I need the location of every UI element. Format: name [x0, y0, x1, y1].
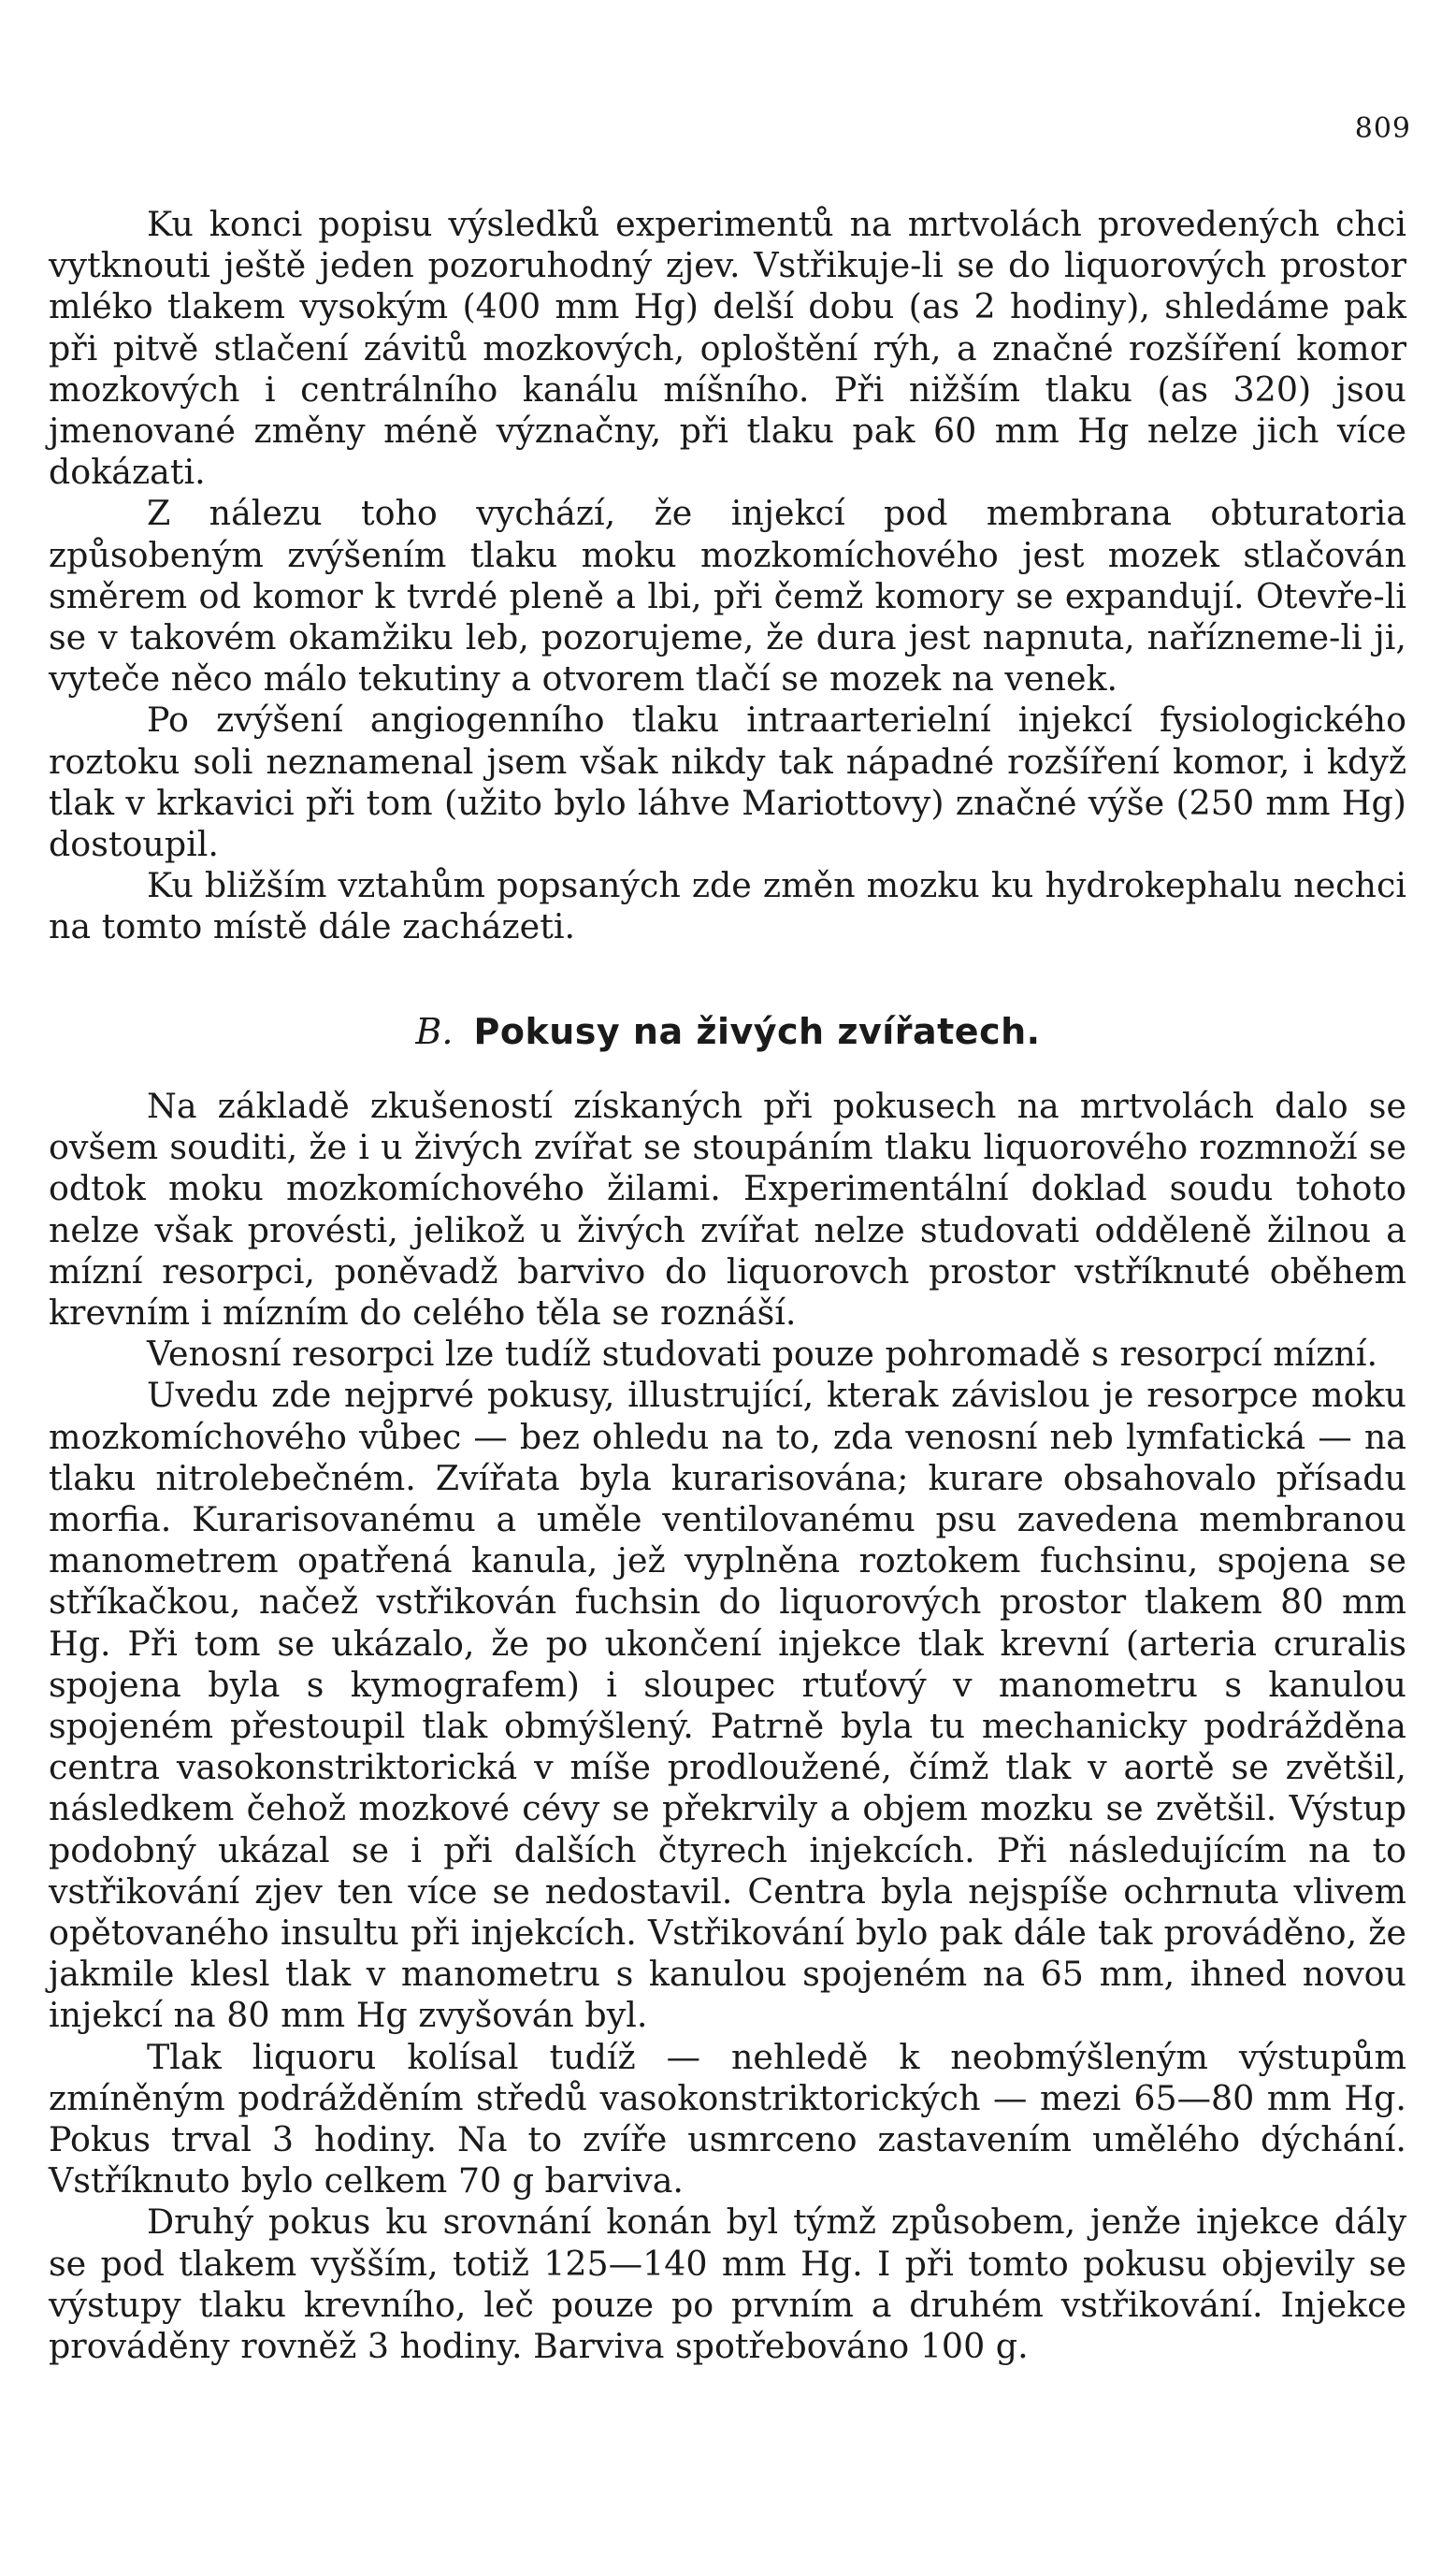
paragraph: Ku konci popisu výsledků experimentů na mrtvolách provedených chci vytknouti ještě jeden pozoruhodný zjev. Vstřikuje-li se do liquorových prostor mléko tlakem vysokým (400 mm Hg) delší dobu (as 2 hodiny), shledáme pak při pitvě stlačení závitů mozkových, oploštění rýh, a značné rozšíření komor mozkových i centrálního kanálu míšního. Při nižším tlaku (as 320) jsou jmenované změny méně význačny, při tlaku pak 60 mm Hg nelze jich více dokázati. — [49, 204, 1406, 493]
intro-text — [49, 204, 1406, 948]
section-title: Pokusy na živých zvířatech. — [473, 1011, 1041, 1052]
paragraph: Venosní resorpci lze tudíž studovati pouze pohromadě s resorpcí mízní. — [147, 1334, 1378, 1375]
page-number: 809 — [1354, 112, 1411, 145]
paragraph: Druhý pokus ku srovnání konán byl týmž způsobem, jenže injekce dály se pod tlakem vyšším, totiž 125—140 mm Hg. I při tomto pokusu objevily se výstupy tlaku krevního, leč pouze po prvním a druhém vstřikování. Injekce prováděny rovněž 3 hodiny. Barviva spotřebováno 100 g. — [49, 2201, 1406, 2367]
section-letter: B. — [415, 1011, 454, 1052]
paragraph: Uvedu zde nejprvé pokusy, illustrující, kterak závislou je resorpce moku mozkomíchového vůbec — bez ohledu na to, zda venosní neb lymfatická — na tlaku nitrolebečném. Zvířata byla kurarisována; kurare obsahovalo přísadu morfia. Kurarisovanému a uměle ventilovanému psu zavedena membranou manometrem opatřená kanula, jež vyplněna roztokem fuchsinu, spojena se stříkačkou, načež vstřikován fuchsin do liquorových prostor tlakem 80 mm Hg. Při tom se ukázalo, že po ukončení injekce tlak krevní (arteria cruralis spojena byla s kymografem) i sloupec rtuťový v manometru s kanulou spojeném přestoupil tlak obmýšlený. Patrně byla tu mechanicky podrážděna centra vasokonstriktorická v míše prodloužené, čímž tlak v aortě se zvětšil, následkem čehož mozkové cévy se překrvily a objem mozku se zvětšil. Výstup podobný ukázal se i při dalších čtyrech injekcích. Při následujícím na to vstřikování zjev ten více se nedostavil. Centra byla nejspíše ochrnuta vlivem opětovaného insultu při injekcích. Vstřikování bylo pak dále tak prováděno, že jakmile klesl tlak v manometru s kanulou spojeném na 65 mm, ihned novou injekcí na 80 mm Hg zvyšován byl. — [49, 1375, 1406, 2036]
paragraph: Ku bližším vztahům popsaných zde změn mozku ku hydrokephalu nechci na tomto místě dále zacházeti. — [49, 865, 1406, 947]
paragraph: Na základě zkušeností získaných při pokusech na mrtvolách dalo se ovšem souditi, že i u živých zvířat se stoupáním tlaku liquorového rozmnoží se odtok moku mozkomíchového žilami. Experimentální doklad soudu tohoto nelze však provésti, jelikož u živých zvířat nelze studovati odděleně žilnou a mízní resorpci, poněvadž barvivo do liquorovch prostor vstříknuté oběhem krevním i mízním do celého těla se roznáší. — [49, 1086, 1406, 1334]
paragraph: Po zvýšení angiogenního tlaku intraarterielní injekcí fysiologického roztoku soli neznamenal jsem však nikdy tak nápadné rozšíření komor, i když tlak v krkavici při tom (užito bylo láhve Mariottovy) značné výše (250 mm Hg) dostoupil. — [49, 700, 1406, 865]
paragraph: Z nálezu toho vychází, že injekcí pod membrana obturatoria způsobeným zvýšením tlaku moku mozkomíchového jest mozek stlačován směrem od komor k tvrdé pleně a lbi, při čemž komory se expandují. Otevře-li se v takovém okamžiku leb, pozorujeme, že dura jest napnuta, nařízneme-li ji, vyteče něco málo tekutiny a otvorem tlačí se mozek na venek. — [49, 493, 1406, 700]
section-heading — [0, 1008, 1456, 1055]
paragraph: Tlak liquoru kolísal tudíž — nehledě k neobmýšleným výstupům zmíněným podrážděním středů vasokonstriktorických — mezi 65—80 mm Hg. Pokus trval 3 hodiny. Na to zvíře usmrceno zastavením umělého dýchání. Vstříknuto bylo celkem 70 g barviva. — [49, 2036, 1406, 2201]
section-text — [49, 1086, 1406, 2367]
